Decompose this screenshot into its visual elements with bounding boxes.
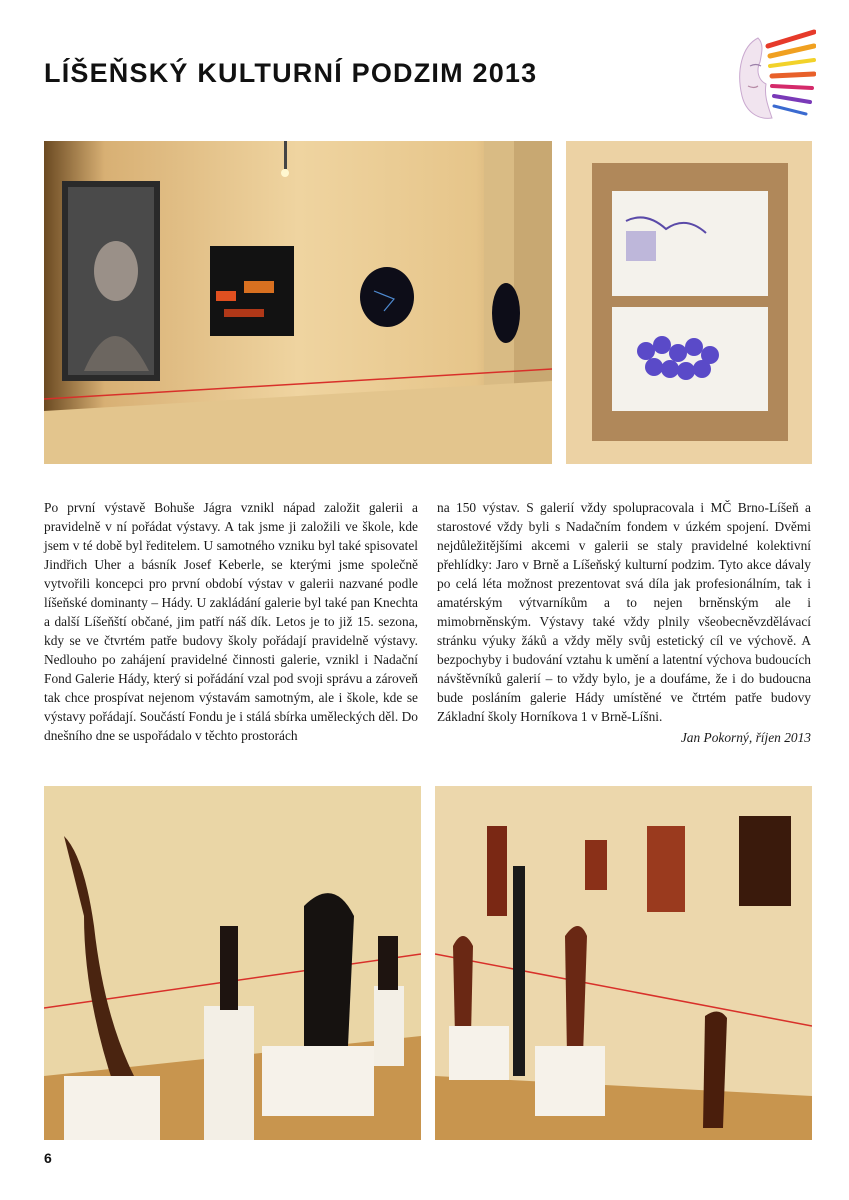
page-number: 6 [44,1150,52,1166]
drawings-board-photo [566,141,812,464]
face-logo [728,26,816,122]
article-text-left: Po první výstavě Bohuše Jágra vznikl nápad založit galerii a pravidelně v ní pořádat výstavy. A tak jsme ji založili ve škole, kde jsem v té době byl ředitelem. U samotného vzniku byl také spisovatel Jindřich Uher a básník Josef Keberle, se kterými jsme společně vytvořili koncepci pro první období výstav v galerii nazvané podle líšeňské dominanty – Hády. U zakládání galerie byl také pan Knechta a další Líšeňští občané, jim patří náš dík. Letos je to již 15. sezona, kdy se ve čtvrtém patře budovy školy pořádají pravidelně výstavy. Nedlouho po zahájení pravidelné činnosti galerie, vznikl i Nadační Fond Galerie Hády, který si pořádání vzal pod svoji správu a zároveň tak chce prospívat nejenom výstavám samotným, ale i škole, kde se výstavy pořádají. Součástí Fondu je i stálá sbírka uměleckých děl. Do dnešního dne se uspořádalo v těchto prostorách [44,500,418,743]
page-title: LÍŠEŇSKÝ KULTURNÍ PODZIM 2013 [44,58,538,88]
article-text-right: na 150 výstav. S galerií vždy spolupracovala i MČ Brno-Líšeň a starostové vždy byli s Nadačním fondem v úzkém spojení. Dvěmi nejdůležitějšími akcemi v galerii se staly pravidelné kolektivní přehlídky: Jaro v Brně a Líšeňský kulturní podzim. Tyto akce dávaly po celá léta možnost prezentovat svá díla jak profesionálním, tak i amatérským výtvarníkům a to nejen brněnským ale i mimobrněnským. Výstavy také vždy plnily všeobecněvzdělávací stránku výuky žáků a vždy měly svůj estetický cíl ve výchově. A bezpochyby i budování vztahu k umění a latentní výchova budoucích návštěvníků galerií – to vždy bylo, je a doufáme, že i do budoucna bude posláním galerie Hády umístěné ve čtrtém patře budovy Základní školy Horníkova 1 v Brně-Líšni. [437,500,811,724]
author-signature: Jan Pokorný, říjen 2013 [680,730,811,745]
article-column-right [437,498,811,747]
sculptures-photo-left [44,786,421,1140]
gallery-wall-paintings-photo [44,141,552,464]
sculptures-photo-right [435,786,812,1140]
article-column-left [44,498,418,745]
